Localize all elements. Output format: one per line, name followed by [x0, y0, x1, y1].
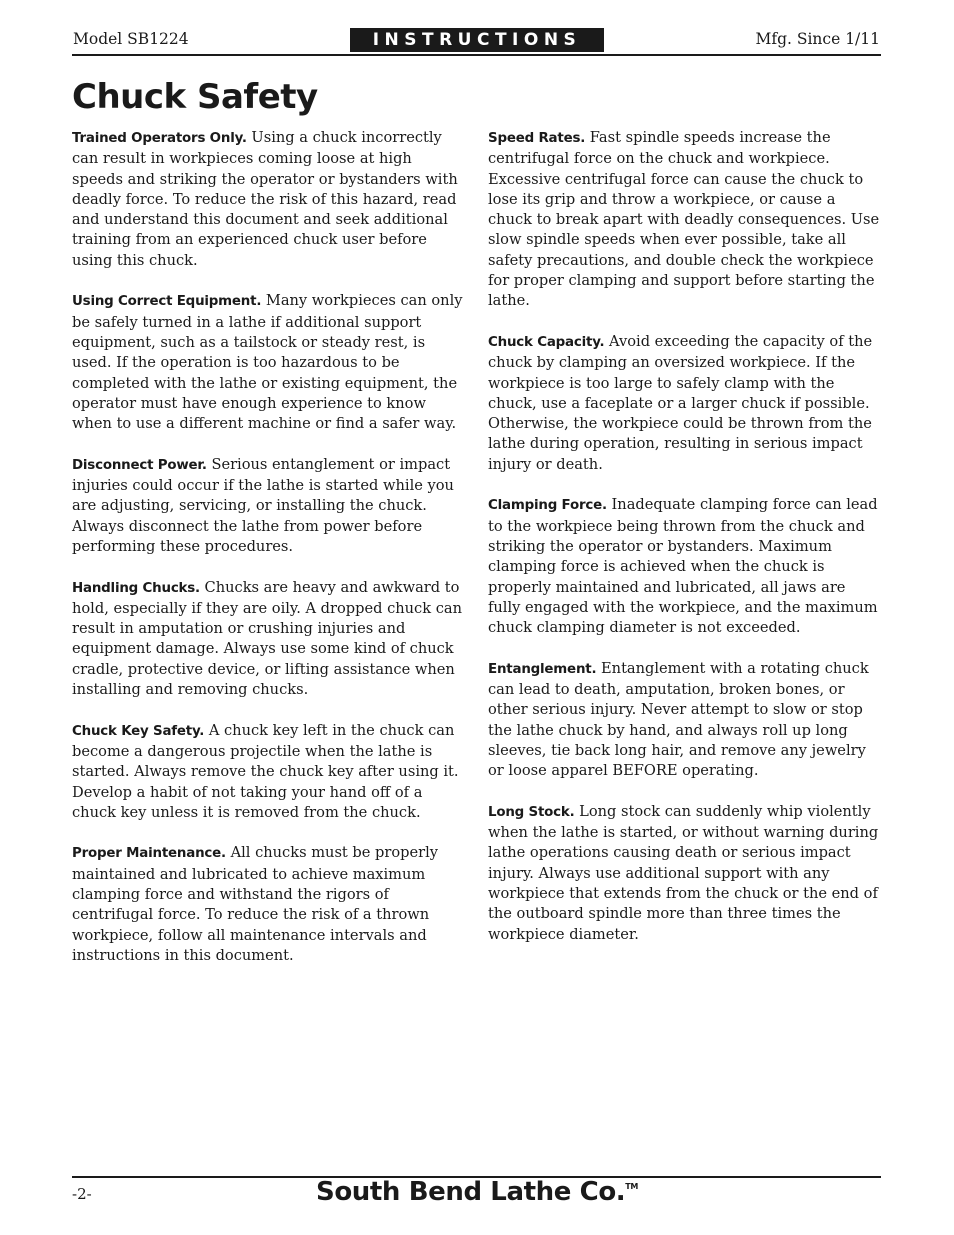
page-number: -2-	[72, 1185, 92, 1203]
section-banner: INSTRUCTIONS	[350, 28, 604, 52]
paragraph-lead: Long Stock.	[488, 804, 575, 820]
paragraph-body: All chucks must be properly maintained and lubricated to achieve maximum clamping force and withstand the rigors of centrifugal force. To reduce the risk of a thrown workpiece, follow all maintenance intervals and instructions in this document.	[72, 844, 439, 964]
safety-paragraph	[488, 332, 880, 475]
paragraph-lead: Chuck Capacity.	[488, 334, 605, 350]
paragraph-lead: Speed Rates.	[488, 131, 586, 146]
safety-paragraph	[72, 455, 467, 557]
left-column	[72, 128, 467, 986]
paragraph-lead: Using Correct Equipment.	[72, 294, 262, 310]
paragraph-lead: Handling Chucks.	[72, 580, 200, 596]
paragraph-body: Using a chuck incorrectly can result in workpieces coming loose at high speeds and striking the operator or bystanders with deadly force. To reduce the risk of this hazard, read and understand this document and seek additional training from an experienced chuck user before using this chuck.	[72, 129, 458, 269]
paragraph-body: A chuck key left in the chuck can become a dangerous projectile when the lathe is started. Always remove the chuck key after using it. Develop a habit of not taking your hand off of a chuck key unless it is removed from the chuck.	[72, 721, 459, 821]
paragraph-lead: Disconnect Power.	[72, 457, 207, 473]
safety-paragraph	[488, 659, 880, 782]
paragraph-lead: Entanglement.	[488, 661, 597, 677]
paragraph-lead: Trained Operators Only.	[72, 131, 247, 146]
paragraph-body: Entanglement with a rotating chuck can lead to death, amputation, broken bones, or other serious injury. Never attempt to slow or stop the lathe chuck by hand, and always roll up long sleeves, tie back long hair, and remove any jewelry or loose apparel BEFORE operating.	[488, 659, 869, 780]
paragraph-body: Serious entanglement or impact injuries could occur if the lathe is started while you are adjusting, servicing, or installing the chuck. Always disconnect the lathe from power before performing these procedures.	[72, 455, 454, 555]
model-label: Model SB1224	[73, 30, 189, 48]
safety-paragraph	[72, 843, 467, 966]
paragraph-body: Avoid exceeding the capacity of the chuck by clamping an oversized workpiece. If the workpiece is too large to safely clamp with the chuck, use a faceplate or a larger chuck if possible. Otherwise, the workpiece could be thrown from the lathe during operation, resulting in serious impact injury or death.	[488, 332, 873, 473]
paragraph-body: Long stock can suddenly whip violently when the lathe is started, or without warning during lathe operations causing death or serious impact injury. Always use additional support with any workpiece that extends from the chuck or the end of the outboard spindle more than three times the workpiece diameter.	[488, 802, 879, 943]
paragraph-lead: Clamping Force.	[488, 498, 607, 514]
safety-paragraph	[72, 128, 467, 271]
mfg-label: Mfg. Since 1/11	[755, 30, 880, 48]
page-title: Chuck Safety	[72, 77, 318, 117]
safety-paragraph	[488, 495, 880, 638]
safety-paragraph	[72, 291, 467, 434]
paragraph-body: Inadequate clamping force can lead to the workpiece being thrown from the chuck and striking the operator or bystanders. Maximum clamping force is achieved when the chuck is properly maintained and lubricated, all jaws are fully engaged with the workpiece, and the maximum chuck clamping diameter is not exceeded.	[488, 496, 878, 637]
trademark-mark: TM	[625, 1182, 638, 1191]
safety-paragraph	[72, 721, 467, 823]
paragraph-body: Many workpieces can only be safely turned in a lathe if additional support equipment, such as a tailstock or steady rest, is used. If the operation is too hazardous to be completed with the lathe or existing equipment, the operator must have enough experience to know when to use a different machine or find a safer way.	[72, 292, 463, 433]
page-header	[72, 28, 881, 56]
paragraph-lead: Chuck Key Safety.	[72, 723, 205, 739]
right-column	[488, 128, 880, 965]
paragraph-body: Fast spindle speeds increase the centrifugal force on the chuck and workpiece. Excessive centrifugal force can cause the chuck to lose its grip and throw a workpiece, or cause a chuck to break apart with deadly consequences. Use slow spindle speeds when ever possible, take all safety precautions, and double check the workpiece for proper clamping and support before starting the lathe.	[488, 129, 880, 310]
brand-name: South Bend Lathe Co.	[316, 1177, 626, 1207]
paragraph-body: Chucks are heavy and awkward to hold, especially if they are oily. A dropped chuck can result in amputation or crushing injuries and equipment damage. Always use some kind of chuck cradle, protective device, or lifting assistance when installing and removing chucks.	[72, 578, 462, 699]
safety-paragraph	[488, 128, 880, 312]
paragraph-lead: Proper Maintenance.	[72, 846, 226, 862]
safety-paragraph	[72, 578, 467, 701]
safety-paragraph	[488, 802, 880, 945]
brand-logo-text	[316, 1176, 638, 1210]
